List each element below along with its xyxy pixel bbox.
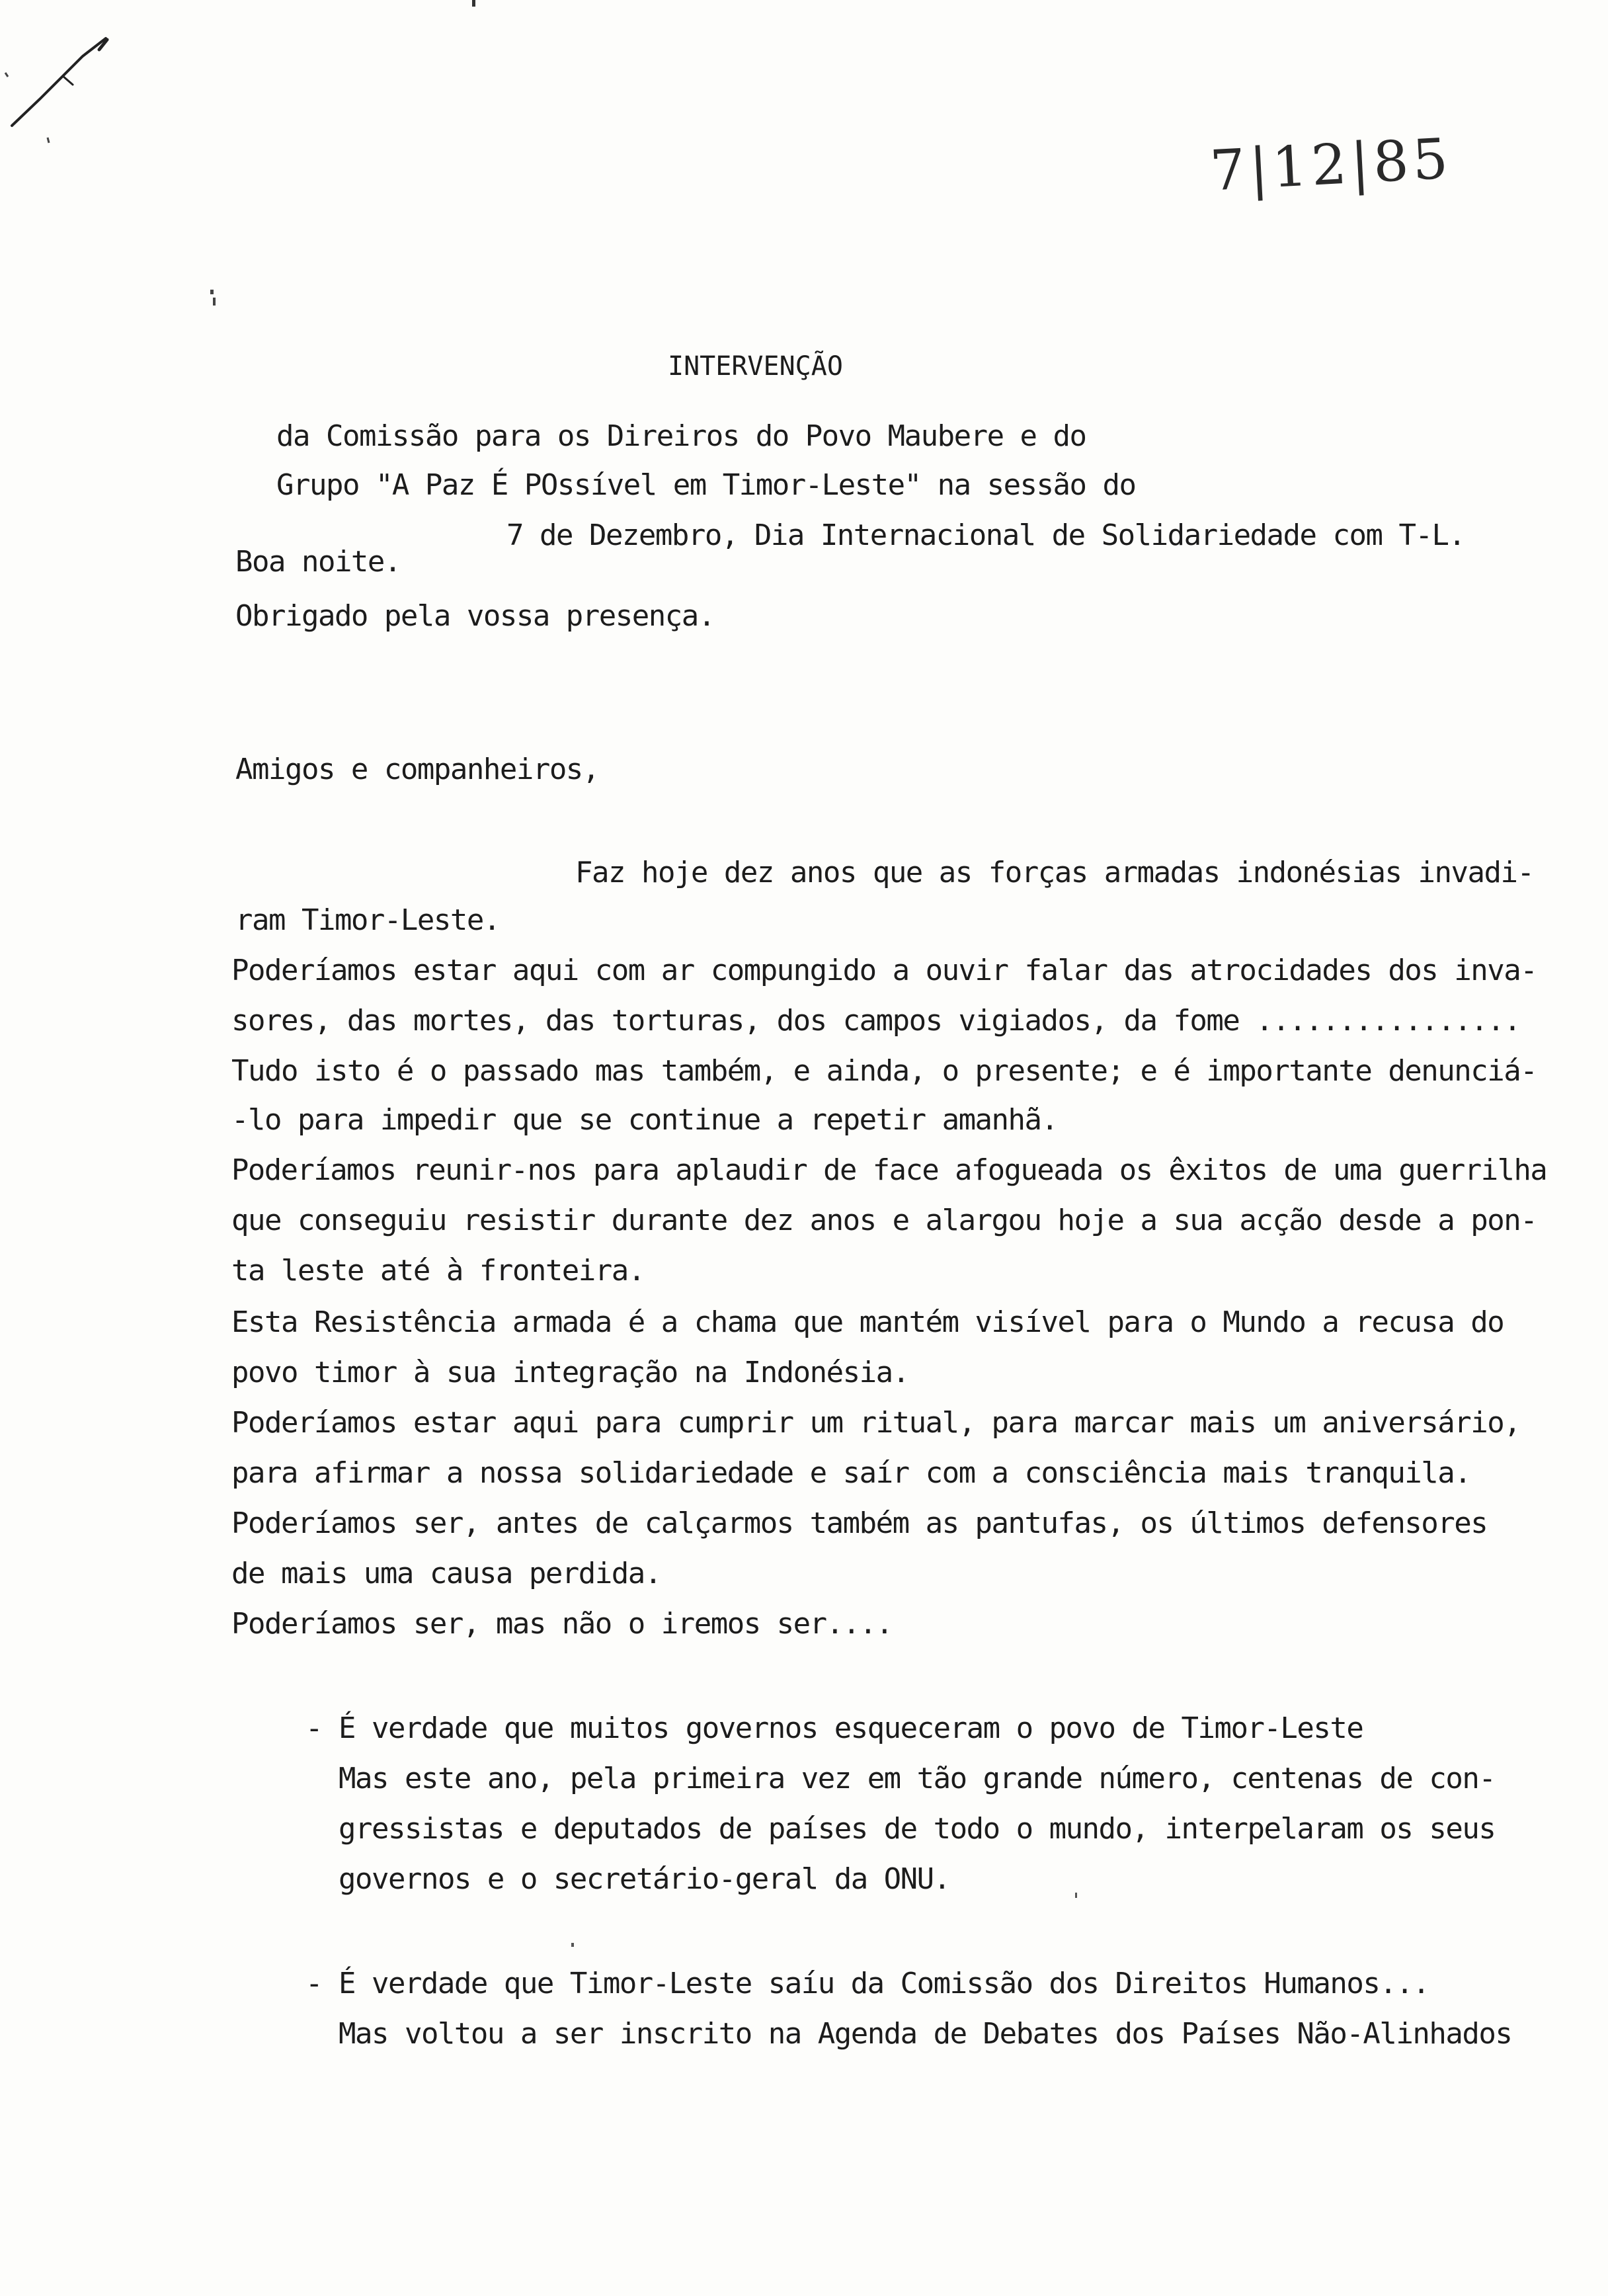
body-line: povo timor à sua integração na Indonésia. [231,1356,909,1389]
document-title: INTERVENÇÃO [668,351,843,382]
body-line: sores, das mortes, das torturas, dos campos vigiados, da fome ................ [231,1004,1521,1038]
item-line: - É verdade que muitos governos esqueceram o povo de Timor-Leste [305,1711,1363,1745]
body-line: Poderíamos estar aqui para cumprir um ritual, para marcar mais um aniversário, [231,1406,1521,1440]
body-line: Poderíamos reunir-nos para aplaudir de face afogueada os êxitos de uma guerrilha [231,1153,1547,1187]
item-line: governos e o secretário-geral da ONU. [339,1862,950,1896]
body-line: para afirmar a nossa solidariedade e saír com a consciência mais tranquila. [231,1456,1471,1490]
pen-mark [1075,1893,1077,1898]
item-line: gressistas e deputados de países de todo o mundo, interpelaram os seus [339,1812,1496,1846]
body-line: Poderíamos ser, mas não o iremos ser.... [231,1607,893,1641]
salutation: Amigos e companheiros, [235,753,599,786]
body-line: Poderíamos estar aqui com ar compungido a ouvir falar das atrocidades dos inva- [231,954,1537,987]
body-line: ram Timor-Leste. [235,903,500,937]
pen-mark [213,298,216,306]
body-line: Esta Resistência armada é a chama que mantém visível para o Mundo a recusa do [231,1305,1504,1339]
item-line: Mas este ano, pela primeira vez em tão grande número, centenas de con- [339,1762,1496,1795]
body-line: Poderíamos ser, antes de calçarmos também as pantufas, os últimos defensores [231,1506,1488,1540]
greeting-line: Obrigado pela vossa presença. [235,599,715,633]
header-line: 7 de Dezembro, Dia Internacional de Solidariedade com T-L. [506,518,1465,552]
pen-mark [571,1943,574,1947]
greeting-line: Boa noite. [235,545,401,579]
body-line: que conseguiu resistir durante dez anos e alargou hoje a sua acção desde a pon- [231,1204,1537,1237]
item-line: Mas voltou a ser inscrito na Agenda de Debates dos Países Não-Alinhados [339,2017,1512,2051]
pen-mark [0,13,132,145]
item-line: - É verdade que Timor-Leste saíu da Comissão dos Direitos Humanos... [305,1967,1429,2000]
pen-mark [472,0,475,7]
body-line: Tudo isto é o passado mas também, e ainda, o presente; e é importante denunciá- [231,1054,1537,1088]
body-line: Faz hoje dez anos que as forças armadas indonésias invadi- [575,856,1534,889]
pen-mark [210,290,214,294]
header-line: Grupo "A Paz É POssível em Timor-Leste" na sessão do [276,468,1136,502]
handwritten-date: 7|12|85 [1208,126,1454,204]
body-line: -lo para impedir que se continue a repetir amanhã. [231,1103,1058,1137]
header-line: da Comissão para os Direiros do Povo Maubere e do [276,419,1086,453]
body-line: ta leste até à fronteira. [231,1254,645,1288]
body-line: de mais uma causa perdida. [231,1557,661,1590]
